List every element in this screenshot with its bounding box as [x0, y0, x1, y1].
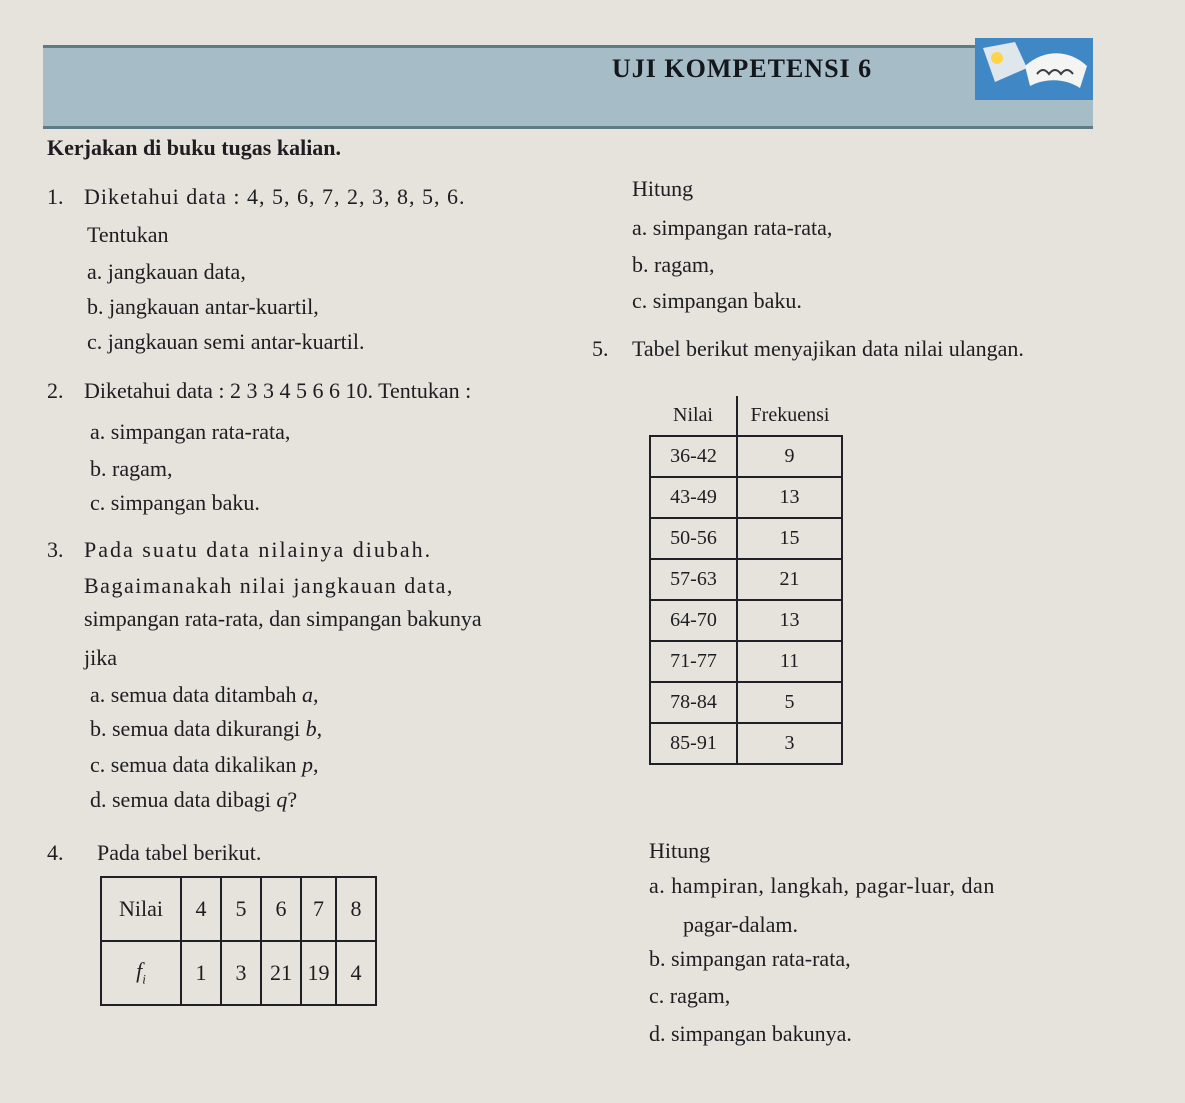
q4-prompt: Hitung [649, 838, 711, 863]
q3-item-d: d. semua data dibagi q? [90, 787, 298, 812]
q2-item-a: a. simpangan rata-rata, [90, 419, 291, 444]
table-row: 71-77 11 [650, 641, 842, 682]
q3-line-3: simpangan rata-rata, dan simpangan bakunya [84, 606, 482, 631]
q2-number: 2. [47, 378, 64, 403]
q2-text: Diketahui data : 2 3 3 4 5 6 6 10. Tentukan : [84, 378, 472, 403]
table-row: 43-49 13 [650, 477, 842, 518]
q4-number: 4. [47, 840, 64, 865]
q3-line-2: Bagaimanakah nilai jangkauan data, [84, 573, 454, 598]
q4-item-d: d. simpangan bakunya. [649, 1021, 852, 1046]
q4-item-c: c. ragam, [649, 983, 731, 1008]
table-row: Nilai 4 5 6 7 8 [101, 877, 376, 941]
q3-line-4: jika [84, 645, 117, 670]
q3-item-b: b. semua data dikurangi b, [90, 716, 323, 741]
q4-item-b: b. simpangan rata-rata, [649, 946, 851, 971]
q5-header-nilai: Nilai [650, 396, 737, 436]
q1-text: Diketahui data : 4, 5, 6, 7, 2, 3, 8, 5, 6. [84, 184, 466, 209]
table-row: 64-70 13 [650, 600, 842, 641]
q3-number: 3. [47, 537, 64, 562]
q4-text: Pada tabel berikut. [97, 840, 262, 865]
q4-item-a: a. hampiran, langkah, pagar-luar, dan [649, 873, 995, 898]
instruction: Kerjakan di buku tugas kalian. [47, 135, 342, 160]
right-prompt: Hitung [632, 176, 694, 201]
table-row: 36-42 9 [650, 436, 842, 477]
table-row: 85-91 3 [650, 723, 842, 764]
q4-item-a-cont: pagar-dalam. [683, 912, 798, 937]
q1-prompt: Tentukan [87, 222, 169, 247]
q5-header-frekuensi: Frekuensi [737, 396, 842, 436]
table-row: 57-63 21 [650, 559, 842, 600]
q4-row1-label: Nilai [101, 877, 181, 941]
q4-row2-label: $f_i$ [101, 941, 181, 1005]
q5-table [649, 396, 843, 765]
q3-item-c: c. semua data dikalikan p, [90, 752, 319, 777]
q1-number: 1. [47, 184, 64, 209]
table-row: 78-84 5 [650, 682, 842, 723]
table-row: $f_i$ 1 3 21 19 4 [101, 941, 376, 1005]
table-row: 50-56 15 [650, 518, 842, 559]
right-item-b: b. ragam, [632, 252, 715, 277]
q3-item-a: a. semua data ditambah a, [90, 682, 319, 707]
q1-item-a: a. jangkauan data, [87, 259, 246, 284]
q4-table [100, 876, 377, 1006]
q3-line-1: Pada suatu data nilainya diubah. [84, 537, 433, 562]
q1-item-b: b. jangkauan antar-kuartil, [87, 294, 319, 319]
q5-number: 5. [592, 336, 609, 361]
q5-text: Tabel berikut menyajikan data nilai ulangan. [632, 336, 1024, 361]
header-band [43, 45, 1093, 129]
right-item-a: a. simpangan rata-rata, [632, 215, 833, 240]
right-item-c: c. simpangan baku. [632, 288, 802, 313]
q2-item-b: b. ragam, [90, 456, 173, 481]
q2-item-c: c. simpangan baku. [90, 490, 260, 515]
q1-item-c: c. jangkauan semi antar-kuartil. [87, 329, 365, 354]
hand-writing-icon [975, 38, 1093, 100]
page-title: UJI KOMPETENSI 6 [612, 54, 873, 83]
